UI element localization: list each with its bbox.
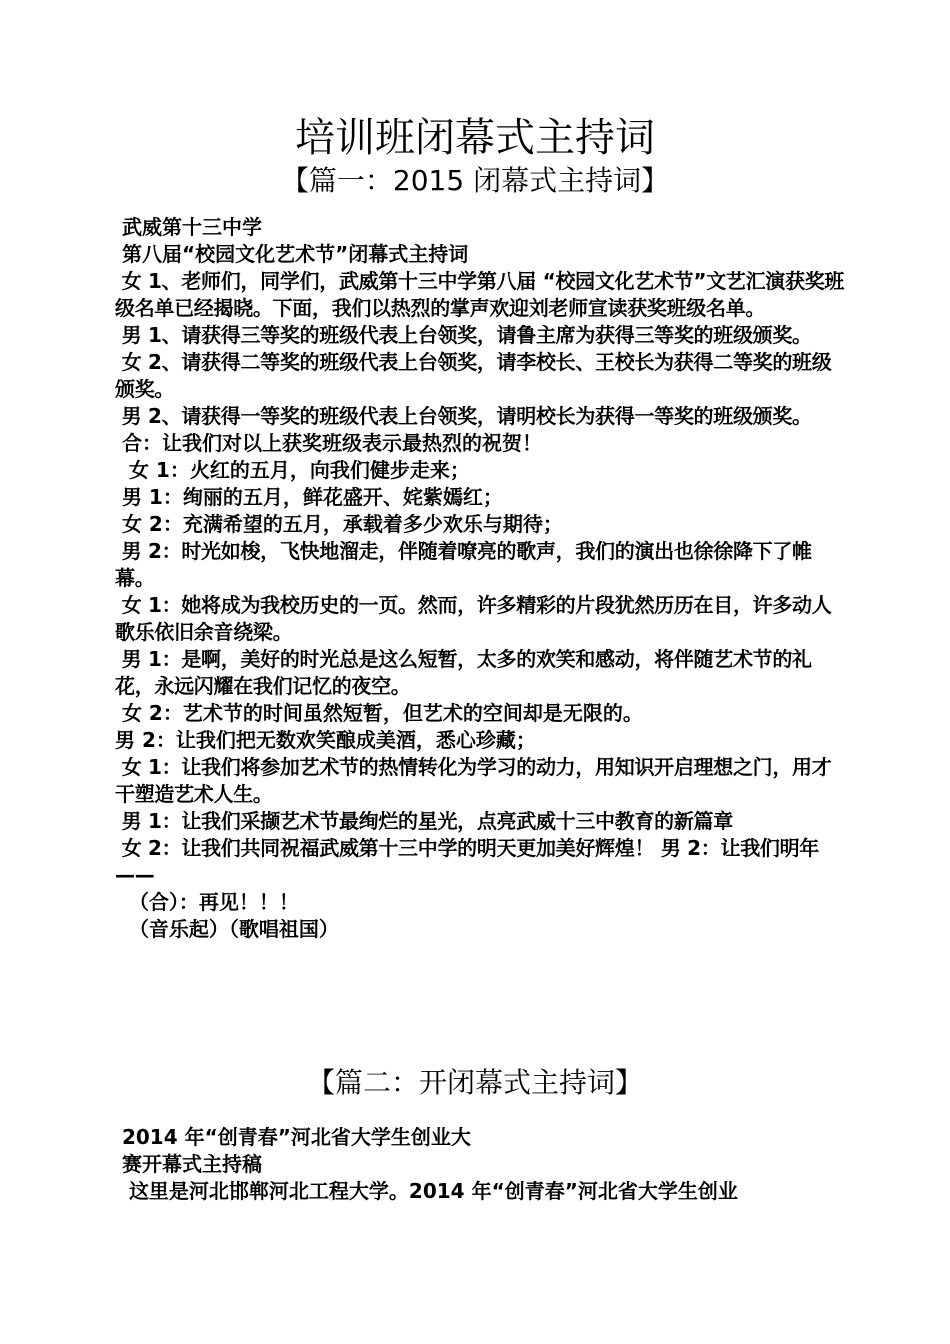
document-title: 培训班闭幕式主持词	[295, 115, 655, 161]
paragraph: 男 1：让我们采撷艺术节最绚烂的星光，点亮武威十三中教育的新篇章	[115, 809, 733, 833]
section-2-body	[115, 1124, 845, 1205]
paragraph: 男 1：绚丽的五月，鲜花盛开、姹紫嫣红；	[115, 485, 503, 509]
paragraph: 男 2：时光如梭，飞快地溜走，伴随着嘹亮的歌声，我们的演出也徐徐降下了帷幕。	[115, 539, 812, 590]
paragraph: （合）：再见！！！	[115, 890, 299, 914]
paragraph: 女 2、请获得二等奖的班级代表上台领奖，请李校长、王校长为获得二等奖的班级颁奖。	[115, 350, 832, 401]
paragraph: 男 2、请获得一等奖的班级代表上台领奖，请明校长为获得一等奖的班级颁奖。	[115, 404, 812, 428]
paragraph: 女 2：充满希望的五月，承载着多少欢乐与期待；	[115, 512, 563, 536]
paragraph: 女 1、老师们，同学们，武威第十三中学第八届 “校园文化艺术节”文艺汇演获奖班级名单已经揭晓。下面，我们以热烈的掌声欢迎刘老师宣读获奖班级名单。	[115, 269, 845, 320]
section-2-heading: 【篇二：开闭幕式主持词】	[306, 1066, 643, 1099]
paragraph: 女 2：艺术节的时间虽然短暂，但艺术的空间却是无限的。	[115, 701, 643, 725]
paragraph: 合：让我们对以上获奖班级表示最热烈的祝贺！	[115, 431, 542, 455]
paragraph: 第八届“校园文化艺术节”闭幕式主持词	[115, 242, 469, 266]
paragraph: 男 1、请获得三等奖的班级代表上台领奖，请鲁主席为获得三等奖的班级颁奖。	[115, 323, 812, 347]
paragraph: 男 1：是啊，美好的时光总是这么短暂，太多的欢笑和感动，将伴随艺术节的礼花，永远闪耀在我们记忆的夜空。	[115, 647, 812, 698]
paragraph: 男 2：让我们把无数欢笑酿成美酒，悉心珍藏；	[115, 728, 536, 752]
paragraph: （音乐起）（歌唱祖国）	[115, 917, 339, 941]
paragraph: 女 2：让我们共同祝福武威第十三中学的明天更加美好辉煌！ 男 2：让我们明年——	[115, 836, 819, 887]
section-1-heading: 【篇一：2015 闭幕式主持词】	[280, 164, 670, 197]
paragraph: 2014 年“创青春”河北省大学生创业大	[115, 1125, 471, 1149]
paragraph: 女 1：她将成为我校历史的一页。然而，许多精彩的片段犹然历历在目，许多动人歌乐依旧余音绕梁。	[115, 593, 832, 644]
paragraph: 女 1：让我们将参加艺术节的热情转化为学习的动力，用知识开启理想之门，用才干塑造艺术人生。	[115, 755, 832, 806]
paragraph: 这里是河北邯郸河北工程大学。2014 年“创青春”河北省大学生创业	[115, 1179, 738, 1203]
paragraph: 赛开幕式主持稿	[115, 1152, 262, 1176]
paragraph: 女 1：火红的五月，向我们健步走来；	[115, 458, 470, 482]
section-1-body	[115, 214, 845, 943]
paragraph: 武威第十三中学	[115, 215, 262, 239]
